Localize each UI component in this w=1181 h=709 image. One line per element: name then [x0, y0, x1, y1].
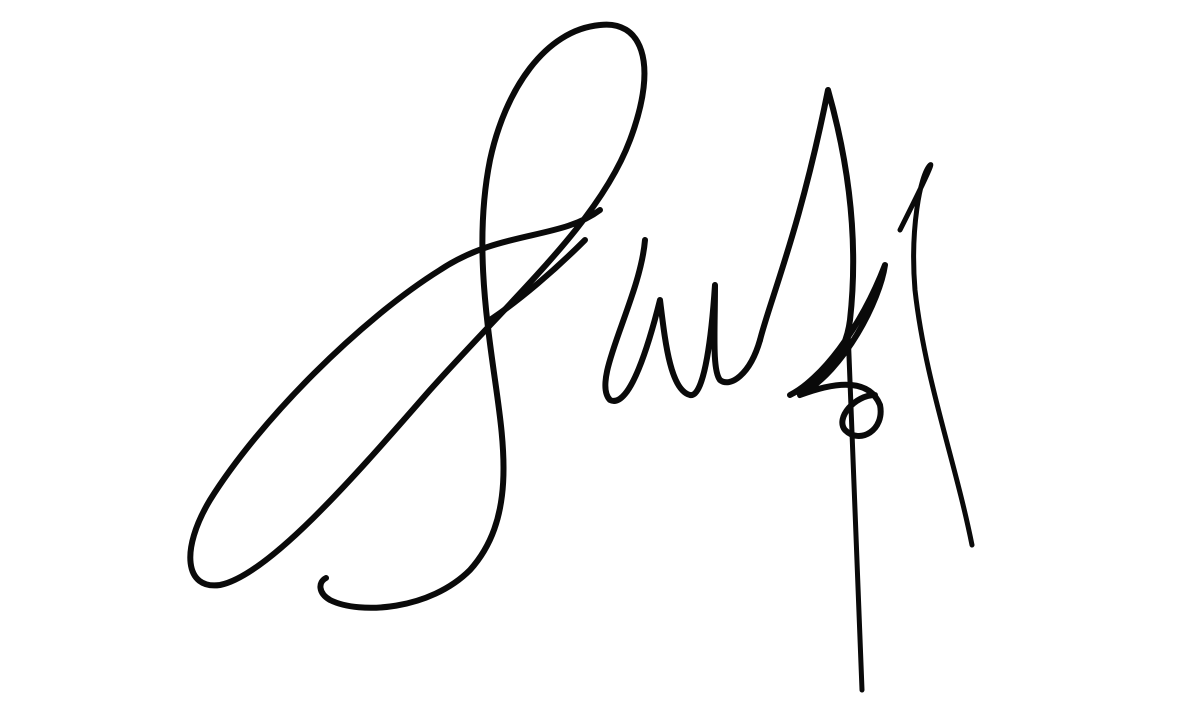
- u-stroke: [605, 240, 760, 401]
- lower-swash-stroke: [490, 240, 585, 320]
- tall-ascender-stroke: [760, 90, 885, 436]
- main-loop-stroke: [190, 25, 644, 608]
- right-stem-stroke: [900, 165, 972, 545]
